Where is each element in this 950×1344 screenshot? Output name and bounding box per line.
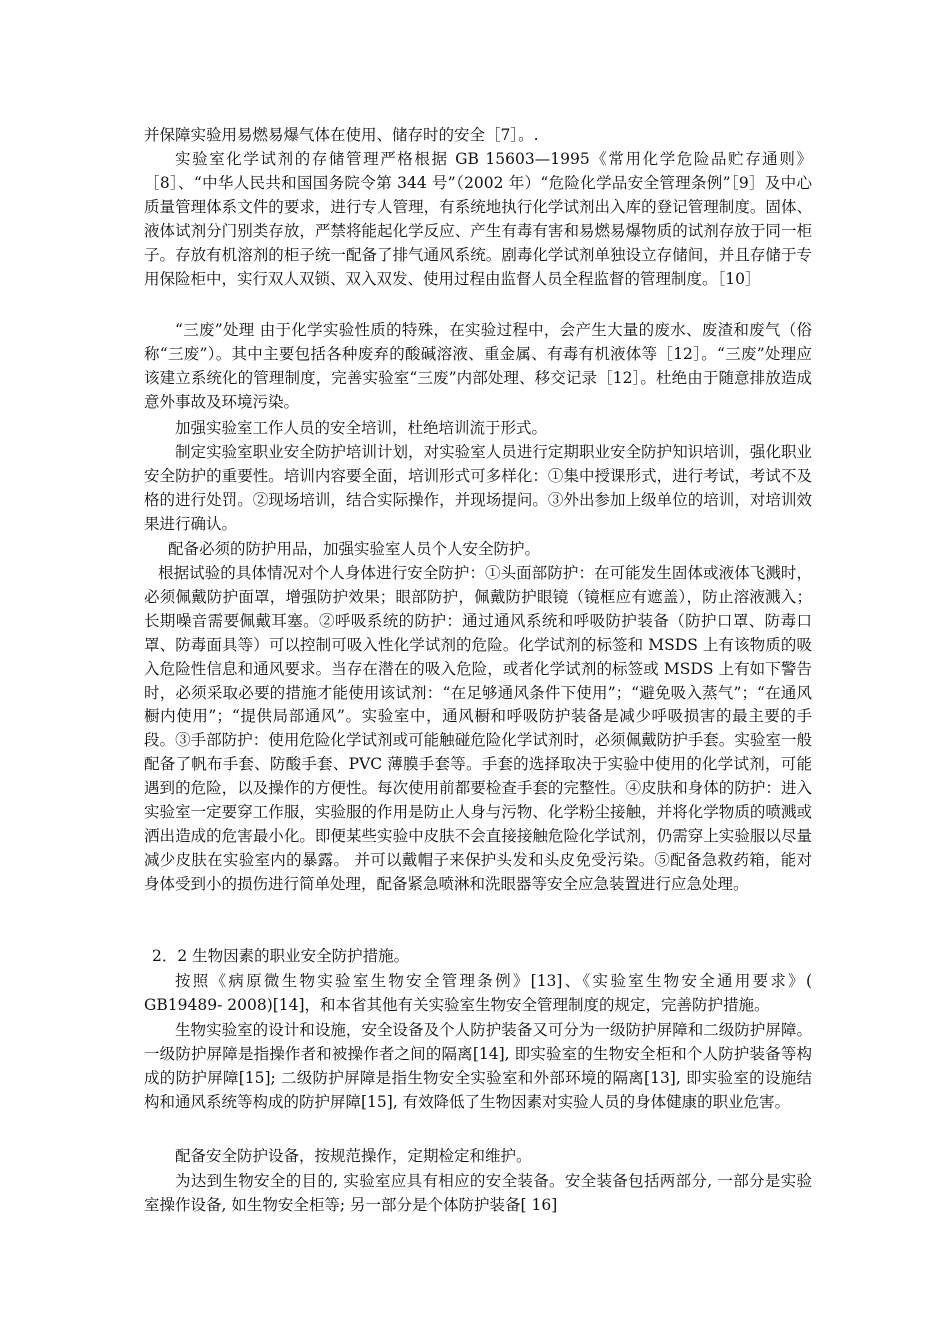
section-heading-biological: 2．2 生物因素的职业安全防护措施。 bbox=[152, 947, 410, 965]
paragraph-three-wastes: “三废”处理 由于化学实验性质的特殊，在实验过程中，会产生大量的废水、废渣和废气（俗称“三废”）。其中主要包括各种废弃的酸碱溶液、重金属、有毒有机液体等［12］。“三废”处理应该建立系统化的管理制度，完善实验室“三废”内部处理、移交记录［12］。杜绝由于随意排放造成意外事故及环境污染。 bbox=[144, 321, 812, 411]
paragraph-chemical-storage: 实验室化学试剂的存储管理严格根据 GB 15603—1995《常用化学危险品贮存通则》［8］、“中华人民共和国国务院令第 344 号”（2002 年）“危险化学品安全管理条例”［9］及中心质量管理体系文件的要求，进行专人管理，有系统地执行化学试剂出入库的登记管理制度。固体、液体试剂分门别类存放，严禁将能起化学反应、产生有毒有害和易燃易爆物质的试剂存放于同一柜子。存放有机溶剂的柜子统一配备了排气通风系统。剧毒化学试剂单独设立存储间，并且存储于专用保险柜中，实行双人双锁、双入双发、使用过程由监督人员全程监督的管理制度。［10］ bbox=[144, 150, 812, 288]
paragraph-biosafety-regulations: 按照《病原微生物实验室生物安全管理条例》[13]、《实验室生物安全通用要求》( GB19489- 2008)[14]，和本省其他有关实验室生物安全管理制度的规定，完善防护措施。 bbox=[144, 972, 812, 1014]
paragraph-personal-protection: 根据试验的具体情况对个人身体进行安全防护：①头面部防护：在可能发生固体或液体飞溅时，必须佩戴防护面罩，增强防护效果；眼部防护，佩戴防护眼镜（镜框应有遮盖），防止溶液溅入；长期噪音需要佩戴耳塞。②呼吸系统的防护：通过通风系统和呼吸防护装备（防护口罩、防毒口罩、防毒面具等）可以控制可吸入性化学试剂的危险。化学试剂的标签和 MSDS 上有该物质的吸入危险性信息和通风要求。当存在潜在的吸入危险，或者化学试剂的标签或 MSDS 上有如下警告时，必须采取必要的措施才能使用该试剂：“在足够通风条件下使用”；“避免吸入蒸气”；“在通风橱内使用”；“提供局部通风”。实验室中，通风橱和呼吸防护装备是减少呼吸损害的最主要的手段。③手部防护：使用危险化学试剂或可能触碰危险化学试剂时，必须佩戴防护手套。实验室一般配备了帆布手套、防酸手套、PVC 薄膜手套等。手套的选择取决于实验中使用的化学试剂，可能遇到的危险，以及操作的方便性。每次使用前都要检查手套的完整性。④皮肤和身体的防护：进入实验室一定要穿工作服，实验服的作用是防止人身与污物、化学粉尘接触，并将化学物质的喷溅或洒出造成的危害最小化。即便某些实验中皮肤不会直接接触危险化学试剂，仍需穿上实验服以尽量减少皮肤在实验室内的暴露。 并可以戴帽子来保护头发和头皮免受污染。⑤配备急救药箱，能对身体受到小的损伤进行简单处理，配备紧急喷淋和洗眼器等安全应急装置进行应急处理。 bbox=[144, 564, 812, 893]
paragraph-protective-equipment-heading: 配备必须的防护用品，加强实验室人员个人安全防护。 bbox=[168, 540, 541, 558]
paragraph-protection-barriers: 生物实验室的设计和设施，安全设备及个人防护装备又可分为一级防护屏障和二级防护屏障。一级防护屏障是指操作者和被操作者之间的隔离[14], 即实验室的生物安全柜和个人防护装备等构成的防护屏障[15]; 二级防护屏障是指生物安全实验室和外部环境的隔离[13], 即实验室的设施结构和通风系统等构成的防护屏障[15], 有效降低了生物因素对实验人员的身体健康的职业危害。 bbox=[144, 1021, 812, 1111]
paragraph-training-heading: 加强实验室工作人员的安全培训，杜绝培训流于形式。 bbox=[175, 419, 548, 437]
paragraph-safety-end: 并保障实验用易燃易爆气体在使用、储存时的安全［7］。. bbox=[144, 126, 539, 144]
paragraph-training-plan: 制定实验室职业安全防护培训计划，对实验室人员进行定期职业安全防护知识培训，强化职业安全防护的重要性。培训内容要全面，培训形式可多样化：①集中授课形式，进行考试，考试不及格的进行处罚。②现场培训，结合实际操作，并现场提问。③外出参加上级单位的培训，对培训效果进行确认。 bbox=[144, 443, 812, 533]
paragraph-safety-equipment: 为达到生物安全的目的, 实验室应具有相应的安全装备。安全装备包括两部分, 一部分是实验室操作设备, 如生物安全柜等; 另一部分是个体防护装备[ 16] bbox=[144, 1172, 812, 1214]
paragraph-equipment-maintenance: 配备安全防护设备，按规范操作，定期检定和维护。 bbox=[175, 1147, 532, 1165]
